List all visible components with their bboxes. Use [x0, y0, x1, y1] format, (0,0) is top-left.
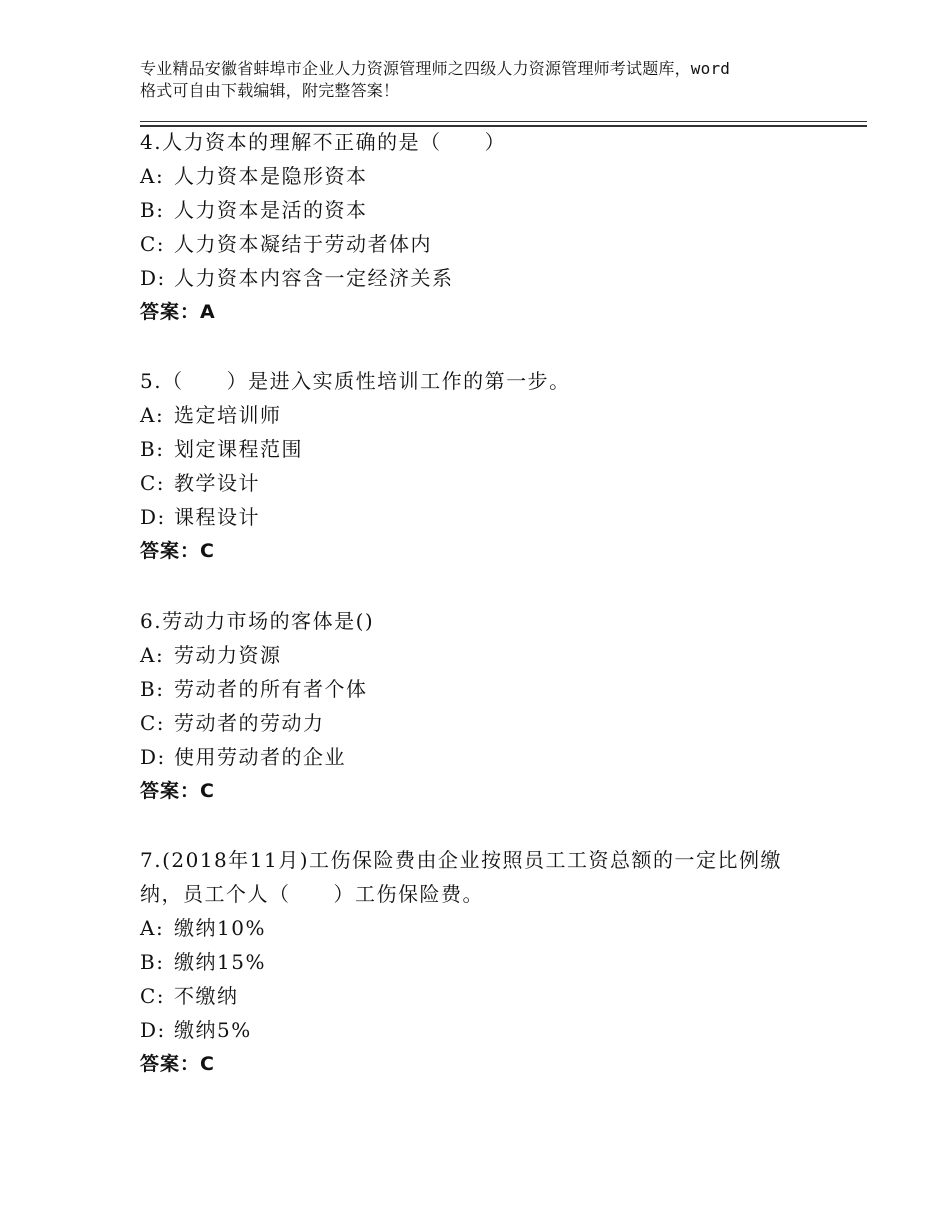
option-text: 劳动者的劳动力 [174, 711, 325, 735]
option-text: 缴纳15% [174, 950, 266, 974]
header-line-1: 专业精品安徽省蚌埠市企业人力资源管理师之四级人力资源管理师考试题库，word [140, 59, 731, 78]
option-text: 劳动者的所有者个体 [174, 677, 368, 701]
option-key: B: [140, 198, 165, 222]
option-text: 劳动力资源 [174, 643, 282, 667]
option-c [140, 706, 830, 740]
option-d [140, 261, 830, 295]
question-6 [140, 604, 830, 808]
option-b [140, 432, 830, 466]
option-text: 人力资本是隐形资本 [174, 164, 368, 188]
option-text: 使用劳动者的企业 [174, 745, 346, 769]
option-a [140, 398, 830, 432]
question-stem-continued: 纳，员工个人（ ）工伤保险费。 [140, 882, 484, 906]
option-text: 划定课程范围 [174, 437, 303, 461]
option-text: 课程设计 [174, 505, 260, 529]
option-key: C: [140, 711, 166, 735]
question-stem: 5.（ ）是进入实质性培训工作的第一步。 [140, 369, 571, 393]
option-key: B: [140, 950, 165, 974]
answer-line: 答案：A [140, 301, 216, 323]
option-b [140, 193, 830, 227]
option-text: 缴纳10% [174, 916, 266, 940]
question-stem: 4.人力资本的理解不正确的是（ ） [140, 130, 507, 154]
answer-line: 答案：C [140, 1053, 215, 1075]
option-text: 缴纳5% [174, 1018, 252, 1042]
option-key: C: [140, 984, 166, 1008]
option-d [140, 740, 830, 774]
option-key: C: [140, 471, 166, 495]
option-b [140, 672, 830, 706]
option-key: B: [140, 677, 165, 701]
option-key: D: [140, 1018, 166, 1042]
option-key: A: [140, 643, 165, 667]
option-key: B: [140, 437, 165, 461]
option-text: 人力资本凝结于劳动者体内 [174, 232, 432, 256]
answer-line: 答案：C [140, 540, 215, 562]
question-5 [140, 364, 830, 568]
option-c [140, 979, 830, 1013]
option-a [140, 159, 830, 193]
option-a [140, 911, 830, 945]
option-key: A: [140, 403, 165, 427]
option-text: 人力资本内容含一定经济关系 [174, 266, 454, 290]
option-a [140, 638, 830, 672]
option-text: 不缴纳 [174, 984, 239, 1008]
question-stem: 6.劳动力市场的客体是() [140, 609, 375, 633]
option-b [140, 945, 830, 979]
option-key: A: [140, 916, 165, 940]
answer-line: 答案：C [140, 780, 215, 802]
option-text: 教学设计 [174, 471, 260, 495]
option-text: 人力资本是活的资本 [174, 198, 368, 222]
header-rule-thin [140, 121, 867, 122]
option-text: 选定培训师 [174, 403, 282, 427]
question-stem: 7.(2018年11月)工伤保险费由企业按照员工工资总额的一定比例缴 [140, 848, 783, 872]
option-d [140, 1013, 830, 1047]
document-header [140, 58, 830, 102]
option-c [140, 227, 830, 261]
header-line-2: 格式可自由下载编辑，附完整答案！ [140, 81, 400, 100]
option-key: D: [140, 745, 166, 769]
option-key: D: [140, 505, 166, 529]
option-key: D: [140, 266, 166, 290]
question-4 [140, 125, 830, 329]
option-key: C: [140, 232, 166, 256]
option-c [140, 466, 830, 500]
option-key: A: [140, 164, 165, 188]
option-d [140, 500, 830, 534]
question-7 [140, 843, 830, 1081]
